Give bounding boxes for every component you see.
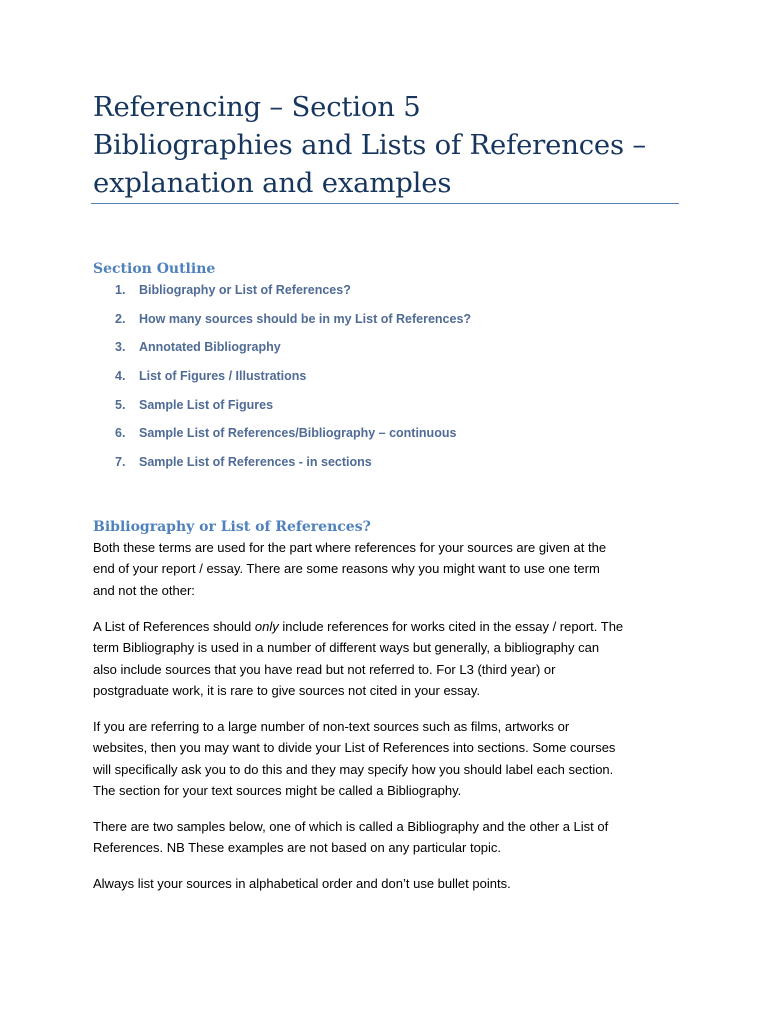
paragraph-line: will specifically ask you to do this and they may specify how you should label each section.	[93, 761, 614, 777]
outline-item-label: How many sources should be in my List of References?	[139, 311, 472, 326]
title-line-1: Referencing – Section 5	[93, 91, 421, 123]
outline-item-label: Sample List of References - in sections	[139, 455, 372, 470]
outline-item-number: 4.	[115, 369, 126, 384]
document-title	[93, 88, 683, 202]
paragraph-line: Always list your sources in alphabetical order and don’t use bullet points.	[93, 876, 511, 891]
title-underline-rule	[91, 203, 679, 204]
paragraph-terms	[93, 537, 683, 601]
outline-item-number: 6.	[115, 426, 126, 441]
paragraph-line: and not the other:	[93, 582, 195, 598]
outline-item-label: Bibliography or List of References?	[139, 283, 351, 297]
emphasis-text: only	[254, 619, 279, 634]
outline-item-label: Sample List of References/Bibliography – continuous	[139, 426, 457, 441]
outline-item-number: 3.	[115, 340, 126, 355]
outline-item-number: 5.	[115, 397, 126, 412]
paragraph-two-samples	[93, 816, 683, 859]
outline-item-label: Annotated Bibliography	[139, 340, 281, 355]
paragraph-line: If you are referring to a large number of non-text sources such as films, artworks or	[93, 719, 570, 734]
outline-item-number: 1.	[115, 283, 126, 297]
paragraph-line: References. NB These examples are not based on any particular topic.	[93, 840, 502, 856]
paragraph-line: term Bibliography is used in a number of different ways but generally, a bibliography can	[93, 640, 600, 656]
paragraph-alphabetical-order	[93, 873, 683, 894]
paragraph-line: There are two samples below, one of which is called a Bibliography and the other a List of	[93, 819, 609, 834]
text-run: A List of References should	[93, 619, 255, 634]
title-line-3: explanation and examples	[93, 167, 452, 199]
outline-item-label: List of Figures / Illustrations	[139, 369, 307, 384]
section-outline-heading: Section Outline	[93, 261, 216, 277]
title-line-2: Bibliographies and Lists of References –	[93, 129, 646, 161]
outline-item-number: 2.	[115, 311, 126, 326]
paragraph-line: The section for your text sources might be called a Bibliography.	[93, 782, 462, 798]
outline-item-number: 7.	[115, 455, 126, 470]
paragraph-non-text-sources	[93, 716, 683, 801]
text-run: include references for works cited in the essay / report. The	[278, 619, 624, 634]
paragraph-line	[93, 616, 683, 637]
bibliography-section-heading: Bibliography or List of References?	[93, 519, 371, 535]
paragraph-line: also include sources that you have read but not referred to. For L3 (third year) or	[93, 661, 556, 677]
paragraph-line: Both these terms are used for the part where references for your sources are given at the	[93, 540, 607, 555]
paragraph-line: end of your report / essay. There are some reasons why you might want to use one term	[93, 561, 600, 577]
paragraph-line: websites, then you may want to divide your List of References into sections. Some courses	[93, 740, 616, 756]
outline-item-label: Sample List of Figures	[139, 397, 274, 412]
paragraph-list-of-references-definition	[93, 616, 683, 701]
paragraph-line: postgraduate work, it is rare to give sources not cited in your essay.	[93, 682, 481, 698]
